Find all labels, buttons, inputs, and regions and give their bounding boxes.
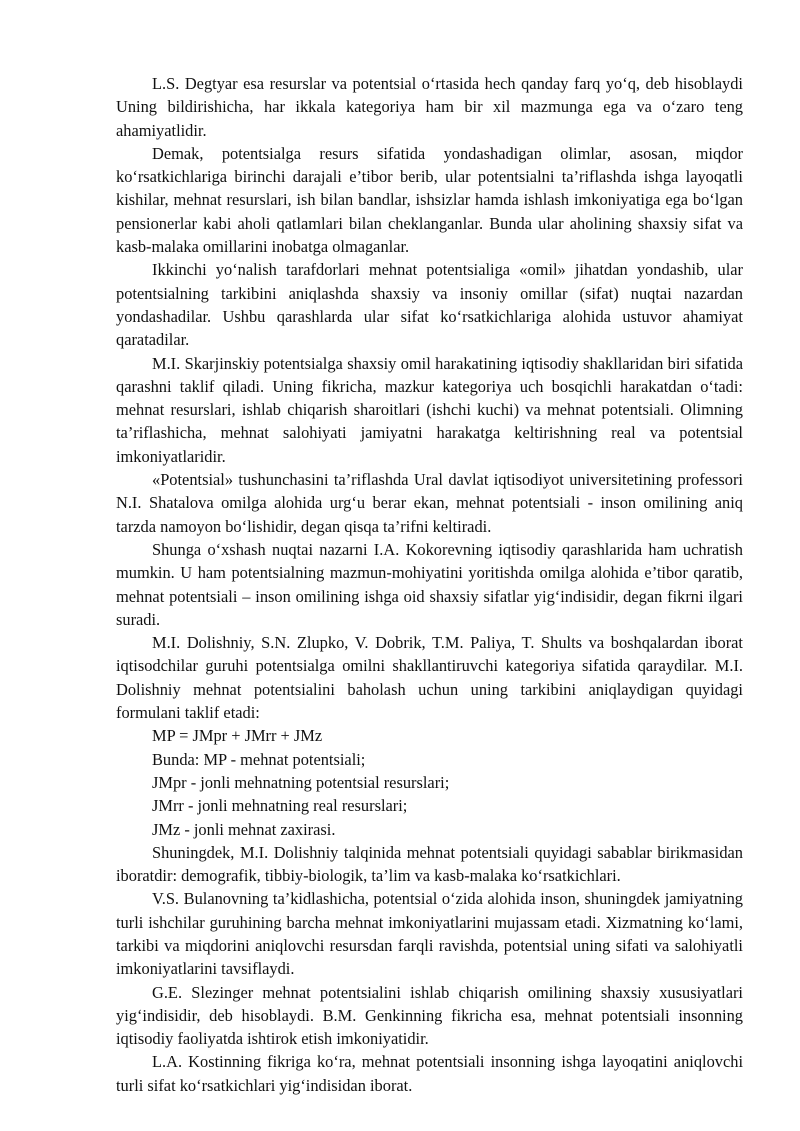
paragraph-skarjinskiy: M.I. Skarjinskiy potentsialga shaxsiy omil harakatining iqtisodiy shakllaridan biri sifatida qarashni taklif qiladi. Uning fikricha, mazkur kategoriya uch bosqichli harakatdan o‘tadi: mehnat resurslari, ishlab chiqarish sharoitlari (ishchi kuchi) va mehnat potentsiali. Olimning ta’riflashicha, mehnat salohiyati jamiyatni harakatga keltirishning real va potentsial imkoniyatlaridir.	[116, 353, 743, 466]
paragraph-dolishniy-group: M.I. Dolishniy, S.N. Zlupko, V. Dobrik, T.M. Paliya, T. Shults va boshqalardan iborat iqtisodchilar guruhi potentsialga omilni shakllantiruvchi kategoriya sifatida qaraydilar. M.I. Dolishniy mehnat potentsialini baholash uchun uning tarkibini aniqlaydigan quyidagi formulani taklif etadi:	[116, 633, 743, 723]
paragraph-bulanov: V.S. Bulanovning ta’kidlashicha, potentsial o‘zida alohida inson, shuningdek jamiyatning turli ishchilar guruhining barcha mehnat imkoniyatlarini mujassam etadi. Xizmatning ko‘lami, tarkibi va miqdorini aniqlovchi resursdan farqli ravishda, potentsial uning sifati va salohiyatli imkoniyatlarini tavsiflaydi.	[116, 889, 743, 979]
definition-jmrr: JMrr - jonli mehnatning real resurslari;	[152, 796, 408, 816]
paragraph-slezinger-genkin: G.E. Slezinger mehnat potentsialini ishlab chiqarish omilining shaxsiy xususiyatlari yig‘indisidir, deb hisoblaydi. B.M. Genkinning fikricha esa, mehnat potentsiali insonning iqtisodiy faoliyatda ishtirok etish imkoniyatidir.	[116, 982, 743, 1049]
paragraph-dolishniy-factors: Shuningdek, M.I. Dolishniy talqinida mehnat potentsiali quyidagi sabablar birikmasidan iboratdir: demografik, tibbiy-biologik, ta’lim va kasb-malaka ko‘rsatkichlari.	[116, 842, 743, 886]
definition-mp: Bunda: MP - mehnat potentsiali;	[152, 749, 366, 769]
paragraph-kostin: L.A. Kostinning fikriga ko‘ra, mehnat potentsiali insonning ishga layoqatini aniqlovchi turli sifat ko‘rsatkichlari yig‘indisidan iborat.	[116, 1052, 743, 1095]
paragraph-shatalova: «Potentsial» tushunchasini ta’riflashda Ural davlat iqtisodiyot universitetining professori N.I. Shatalova omilga alohida urg‘u berar ekan, mehnat potentsiali - inson omilining aniq tarzda namoyon bo‘lishidir, degan qisqa ta’rifni keltiradi.	[116, 470, 743, 536]
paragraph-factor-approach: Ikkinchi yo‘nalish tarafdorlari mehnat potentsialiga «omil» jihatdan yondashib, ular potentsialning tarkibini aniqlashda shaxsiy va insoniy omillar (sifat) nuqtai nazardan yondashadilar. Ushbu qarashlarda ular sifat ko‘rsatkichlariga alohida ustuvor ahamiyat qaratadilar.	[116, 260, 743, 350]
paragraph-degtyar: L.S. Degtyar esa resurslar va potentsial o‘rtasida hech qanday farq yo‘q, deb hisoblaydi Uning bildirishicha, har ikkala kategoriya ham bir xil mazmunga ega va o‘zaro teng ahamiyatlidir.	[116, 74, 743, 140]
paragraph-resource-approach: Demak, potentsialga resurs sifatida yondashadigan olimlar, asosan, miqdor ko‘rsatkichlariga birinchi darajali e’tibor berib, ular potentsialni ta’riflashda ishga layoqatli kishilar, mehnat resurslari, ish bilan bandlar, ishsizlar hamda ishlash imkoniyatiga ega bo‘lgan pensionerlar kabi aholi qatlamlari bilan cheklanganlar. Bunda ular aholining shaxsiy sifat va kasb-malaka omillarini inobatga olmaganlar.	[116, 143, 743, 257]
paragraph-kokorev: Shunga o‘xshash nuqtai nazarni I.A. Kokorevning iqtisodiy qarashlarida ham uchratish mumkin. U ham potentsialning mazmun-mohiyatini yoritishda omilga alohida e’tibor qaratib, mehnat potentsiali – inson omilining ishga oid shaxsiy sifatlar yig‘indisidir, degan fikrni ilgari suradi.	[116, 539, 743, 629]
definition-jmz: JMz - jonli mehnat zaxirasi.	[152, 819, 336, 839]
definition-jmpr: JMpr - jonli mehnatning potentsial resurslari;	[152, 772, 450, 792]
formula-line: MP = JMpr + JMrr + JMz	[152, 726, 323, 746]
